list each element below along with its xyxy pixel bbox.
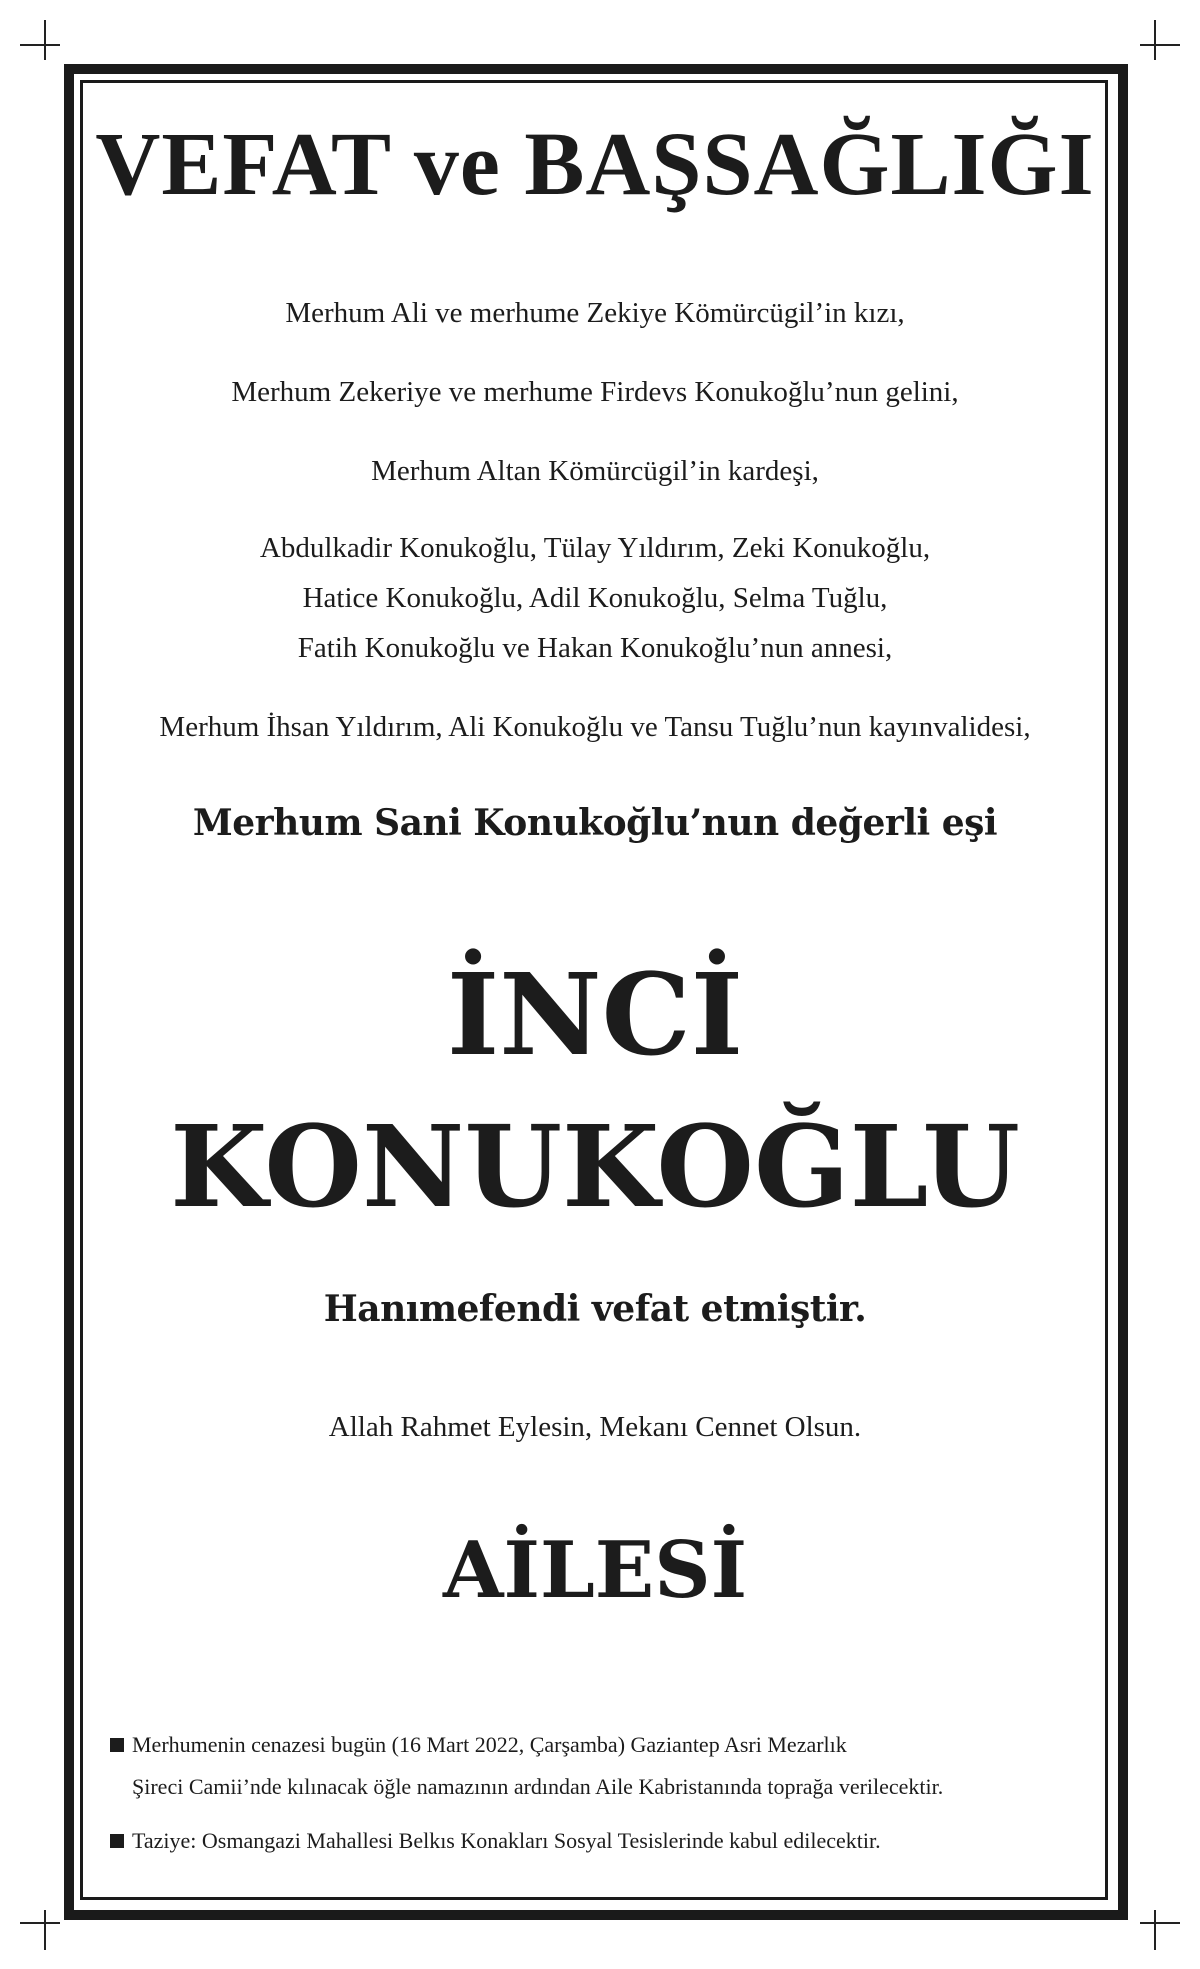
relation-line: Merhum Zekeriye ve merhume Firdevs Konukoğlu’nun gelini, <box>231 376 959 408</box>
condolence-note <box>110 1828 1080 1854</box>
bullet-icon <box>110 1834 124 1848</box>
funeral-note-line1: Merhumenin cenazesi bugün (16 Mart 2022, Çarşamba) Gaziantep Asri Mezarlık <box>132 1732 847 1757</box>
crop-mark <box>1154 1910 1156 1950</box>
prayer: Allah Rahmet Eylesin, Mekanı Cennet Olsun. <box>328 1411 862 1443</box>
statement: Hanımefendi vefat etmiştir. <box>323 1288 867 1330</box>
deceased-last-name: KONUKOĞLU <box>170 1102 1020 1233</box>
relation-line: Fatih Konukoğlu ve Hakan Konukoğlu’nun annesi, <box>297 632 893 664</box>
condolence-note-text: Taziye: Osmangazi Mahallesi Belkıs Konakları Sosyal Tesislerinde kabul edilecektir. <box>132 1828 881 1853</box>
crop-mark <box>20 44 60 46</box>
relation-line: Hatice Konukoğlu, Adil Konukoğlu, Selma Tuğlu, <box>302 582 888 614</box>
crop-mark <box>44 20 46 60</box>
spouse-line: Merhum Sani Konukoğlu’nun değerli eşi <box>192 802 998 844</box>
relation-line: Abdulkadir Konukoğlu, Tülay Yıldırım, Zeki Konukoğlu, <box>259 532 931 564</box>
crop-mark <box>1140 44 1180 46</box>
deceased-first-name: İNCİ <box>446 950 744 1081</box>
crop-mark <box>1140 1922 1180 1924</box>
crop-mark <box>1154 20 1156 60</box>
funeral-note <box>110 1732 1080 1758</box>
headline: VEFAT ve BAŞSAĞLIĞI <box>95 115 1095 214</box>
funeral-note-continued: Şireci Camii’nde kılınacak öğle namazının ardından Aile Kabristanında toprağa verilecektir. <box>132 1774 944 1799</box>
relation-line: Merhum Altan Kömürcügil’in kardeşi, <box>371 455 819 487</box>
obituary-notice <box>84 84 1106 1898</box>
relation-line: Merhum Ali ve merhume Zekiye Kömürcügil’in kızı, <box>285 297 905 329</box>
crop-mark <box>20 1922 60 1924</box>
relation-line: Merhum İhsan Yıldırım, Ali Konukoğlu ve Tansu Tuğlu’nun kayınvalidesi, <box>159 711 1031 743</box>
signature: AİLESİ <box>442 1525 748 1616</box>
crop-mark <box>44 1910 46 1950</box>
bullet-icon <box>110 1738 124 1752</box>
